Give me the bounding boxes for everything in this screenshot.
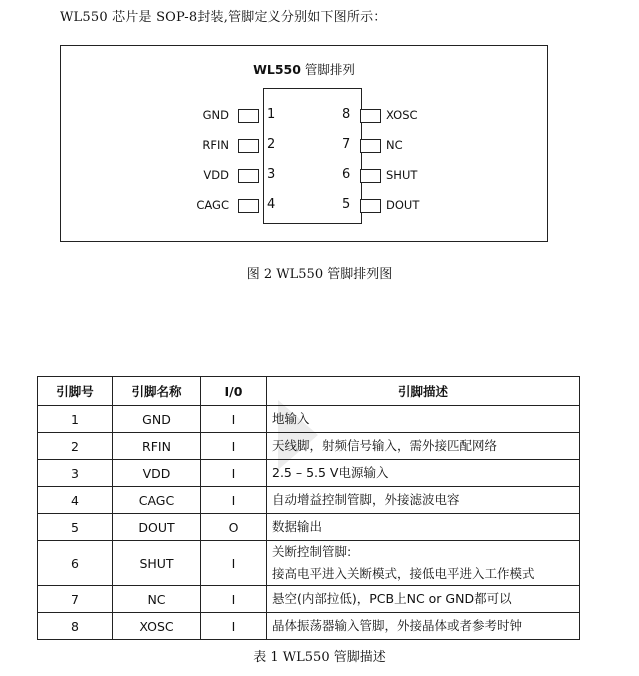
pin-pad-left [238, 139, 259, 153]
pin-number-right: 6 [342, 167, 351, 182]
pin-number-right: 8 [342, 107, 351, 122]
cell-io: I [201, 460, 267, 487]
table-row [38, 433, 580, 460]
cell-pin-number: 5 [38, 514, 113, 541]
pin-label-right: XOSC [386, 108, 418, 122]
pin-pad-left [238, 109, 259, 123]
pin-number-left: 1 [267, 107, 276, 122]
cell-pin-number: 3 [38, 460, 113, 487]
header-io: I/0 [201, 377, 267, 406]
cell-description [267, 613, 580, 640]
diagram-title-rest: 管脚排列 [304, 62, 355, 77]
intro-text: WL550 芯片是 SOP-8封装,管脚定义分别如下图所示： [60, 10, 387, 25]
cell-pin-name: SHUT [113, 541, 201, 586]
table-caption: 表 1 WL550 管脚描述 [253, 650, 386, 665]
cell-pin-number: 7 [38, 586, 113, 613]
cell-pin-number: 6 [38, 541, 113, 586]
cell-pin-name: XOSC [113, 613, 201, 640]
header-pin-name: 引脚名称 [113, 377, 201, 406]
cell-pin-number: 8 [38, 613, 113, 640]
cell-pin-name: GND [113, 406, 201, 433]
description-line: 关断控制管脚: [272, 544, 352, 559]
cell-description [267, 541, 580, 586]
table-row [38, 406, 580, 433]
cell-io: O [201, 514, 267, 541]
header-pin-number: 引脚号 [38, 377, 113, 406]
diagram-title-chip: WL550 [253, 62, 301, 77]
pin-label-right: SHUT [386, 168, 418, 182]
description-line: 天线脚，射频信号输入，需外接匹配网络 [272, 438, 498, 453]
description-line: 数据输出 [272, 519, 323, 534]
cell-pin-name: CAGC [113, 487, 201, 514]
cell-pin-number: 4 [38, 487, 113, 514]
pin-pad-right [360, 139, 381, 153]
cell-description [267, 433, 580, 460]
cell-io: I [201, 541, 267, 586]
cell-io: I [201, 586, 267, 613]
cell-description [267, 406, 580, 433]
cell-description [267, 487, 580, 514]
pin-description-table [37, 376, 580, 640]
cell-io: I [201, 406, 267, 433]
pin-number-right: 7 [342, 137, 351, 152]
cell-pin-name: RFIN [113, 433, 201, 460]
pin-number-right: 5 [342, 197, 351, 212]
table-row [38, 586, 580, 613]
table-row [38, 613, 580, 640]
description-line: 晶体振荡器输入管脚，外接晶体或者参考时钟 [272, 618, 523, 633]
diagram-title [61, 60, 547, 78]
pin-pad-left [238, 169, 259, 183]
pin-label-left: RFIN [202, 138, 229, 152]
pin-pad-left [238, 199, 259, 213]
pin-label-left: GND [202, 108, 229, 122]
cell-io: I [201, 613, 267, 640]
table-row [38, 487, 580, 514]
pin-number-left: 2 [267, 137, 276, 152]
description-line: 自动增益控制管脚，外接滤波电容 [272, 492, 460, 507]
description-line: 悬空(内部拉低)，PCB上NC or GND都可以 [272, 591, 512, 606]
pin-label-right: DOUT [386, 198, 420, 212]
cell-pin-name: DOUT [113, 514, 201, 541]
cell-io: I [201, 433, 267, 460]
pin-label-left: VDD [203, 168, 229, 182]
description-line: 地输入 [272, 411, 310, 426]
table-body [38, 406, 580, 640]
pinout-diagram [60, 45, 548, 242]
pin-pad-right [360, 199, 381, 213]
header-description: 引脚描述 [267, 377, 580, 406]
cell-pin-name: VDD [113, 460, 201, 487]
description-line: 接高电平进入关断模式，接低电平进入工作模式 [272, 566, 535, 581]
cell-description [267, 514, 580, 541]
cell-pin-number: 1 [38, 406, 113, 433]
pin-label-left: CAGC [196, 198, 229, 212]
table-row [38, 514, 580, 541]
cell-description [267, 460, 580, 487]
pin-label-right: NC [386, 138, 403, 152]
figure-caption: 图 2 WL550 管脚排列图 [246, 267, 393, 282]
cell-pin-name: NC [113, 586, 201, 613]
pin-pad-right [360, 169, 381, 183]
cell-description [267, 586, 580, 613]
pin-number-left: 3 [267, 167, 276, 182]
cell-pin-number: 2 [38, 433, 113, 460]
cell-io: I [201, 487, 267, 514]
table-header-row [38, 377, 580, 406]
description-line: 2.5 – 5.5 V电源输入 [272, 465, 389, 480]
table-row [38, 541, 580, 586]
pin-number-left: 4 [267, 197, 276, 212]
table-row [38, 460, 580, 487]
pin-pad-right [360, 109, 381, 123]
